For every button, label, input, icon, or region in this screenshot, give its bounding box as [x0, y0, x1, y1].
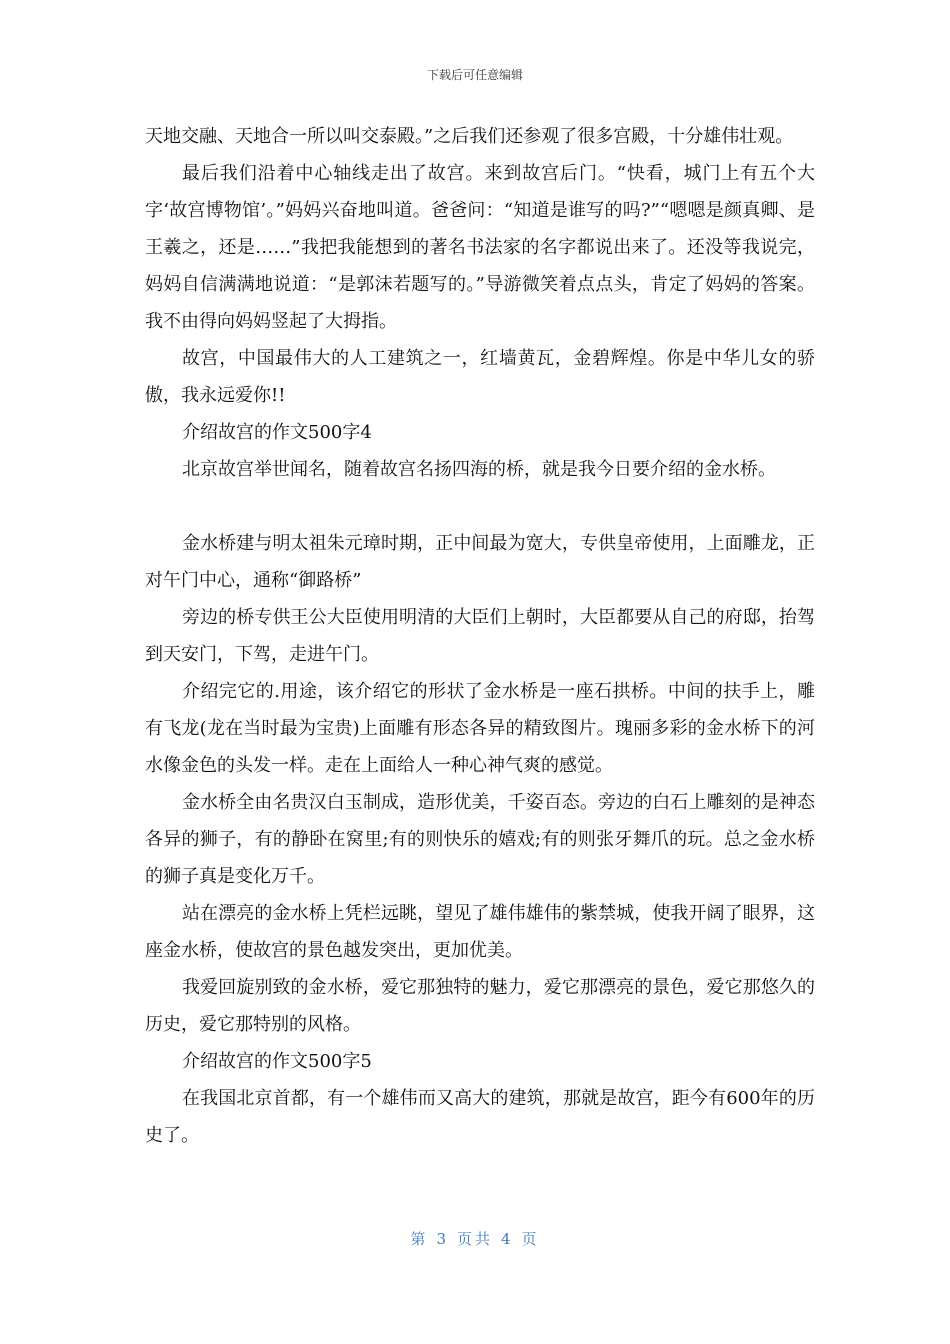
paragraph: 站在漂亮的金水桥上凭栏远眺，望见了雄伟雄伟的紫禁城，使我开阔了眼界，这座金水桥，使故宫的景色越发突出，更加优美。 [145, 903, 815, 961]
page-label-prefix: 第 [410, 1230, 429, 1248]
page-label-suffix: 页 [521, 1230, 540, 1248]
section-heading-4: 介绍故宫的作文500字4 [182, 422, 372, 443]
paragraph: 最后我们沿着中心轴线走出了故宫。来到故宫后门。“快看，城门上有五个大字‘故宫博物馆’。”妈妈兴奋地叫道。爸爸问：“知道是谁写的吗?”“嗯嗯是颜真卿、是王羲之，还是……”我把我能想到的著名书法家的名字都说出来了。还没等我说完，妈妈自信满满地说道：“是郭沫若题写的。”导游微笑着点点头，肯定了妈妈的答案。我不由得向妈妈竖起了大拇指。 [145, 163, 815, 332]
total-pages-number: 4 [501, 1230, 514, 1248]
paragraph: 介绍完它的.用途，该介绍它的形状了金水桥是一座石拱桥。中间的扶手上，雕有飞龙(龙在当时最为宝贵)上面雕有形态各异的精致图片。瑰丽多彩的金水桥下的河水像金色的头发一样。走在上面给人一种心神气爽的感觉。 [145, 681, 815, 776]
blank-line [145, 488, 815, 525]
paragraph-continuation: 天地交融、天地合一所以叫交泰殿。”之后我们还参观了很多宫殿，十分雄伟壮观。 [145, 126, 794, 147]
paragraph: 北京故宫举世闻名，随着故宫名扬四海的桥，就是我今日要介绍的金水桥。 [182, 459, 776, 480]
current-page-number: 3 [436, 1230, 449, 1248]
paragraph: 在我国北京首都，有一个雄伟而又高大的建筑，那就是故宫，距今有600年的历史了。 [145, 1088, 815, 1146]
section-heading-5: 介绍故宫的作文500字5 [182, 1051, 372, 1072]
page-footer [0, 1228, 950, 1249]
paragraph: 旁边的桥专供王公大臣使用明清的大臣们上朝时，大臣都要从自己的府邸，抬驾到天安门，下驾，走进午门。 [145, 607, 815, 665]
paragraph: 我爱回旋别致的金水桥，爱它那独特的魅力，爱它那漂亮的景色，爱它那悠久的历史，爱它那特别的风格。 [145, 977, 815, 1035]
paragraph: 故宫，中国最伟大的人工建筑之一，红墙黄瓦，金碧辉煌。你是中华儿女的骄傲，我永远爱你!! [145, 348, 815, 406]
page-label-mid: 页共 [456, 1230, 493, 1248]
document-body [145, 118, 815, 1154]
paragraph: 金水桥建与明太祖朱元璋时期，正中间最为宽大，专供皇帝使用，上面雕龙，正对午门中心，通称“御路桥” [145, 533, 815, 591]
paragraph: 金水桥全由名贵汉白玉制成，造形优美，千姿百态。旁边的白石上雕刻的是神态各异的狮子，有的静卧在窝里;有的则快乐的嬉戏;有的则张牙舞爪的玩。总之金水桥的狮子真是变化万千。 [145, 792, 815, 887]
page-header: 下载后可任意编辑 [426, 68, 523, 82]
